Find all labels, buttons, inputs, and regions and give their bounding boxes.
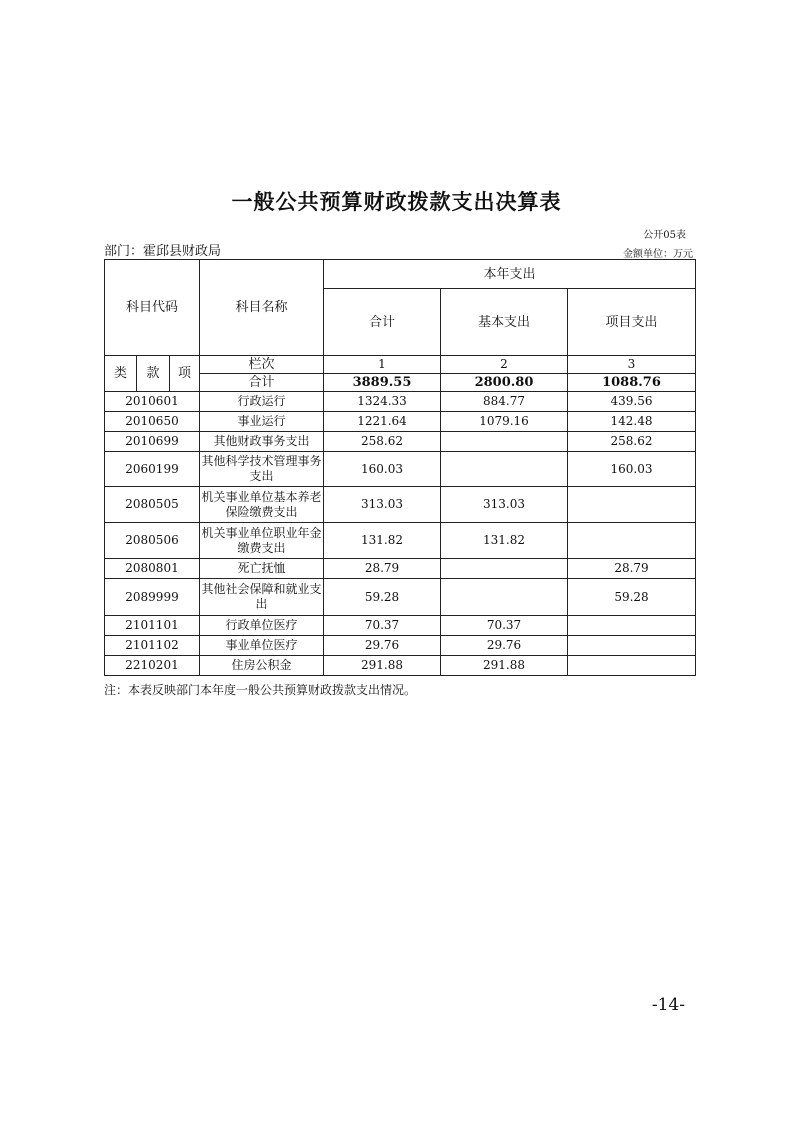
expenditure-table (104, 259, 696, 676)
row-name: 其他科学技术管理事务支出 (200, 452, 324, 487)
row-basic: 313.03 (441, 487, 568, 523)
row-basic: 291.88 (441, 656, 568, 676)
row-project (568, 523, 696, 559)
row-name: 机关事业单位基本养老保险缴费支出 (200, 487, 324, 523)
row-basic: 1079.16 (441, 412, 568, 432)
row-basic: 131.82 (441, 523, 568, 559)
row-code: 2080505 (105, 487, 200, 523)
table-row (105, 392, 696, 412)
header-total: 合计 (324, 289, 441, 356)
row-total: 28.79 (324, 559, 441, 579)
row-total: 59.28 (324, 579, 441, 616)
row-project (568, 636, 696, 656)
row-total: 29.76 (324, 636, 441, 656)
table-row (105, 452, 696, 487)
table-row (105, 616, 696, 636)
row-project: 439.56 (568, 392, 696, 412)
row-name: 事业运行 (200, 412, 324, 432)
row-basic: 70.37 (441, 616, 568, 636)
department-label: 部门：霍邱县财政局 (104, 244, 222, 259)
row-total: 291.88 (324, 656, 441, 676)
table-row (105, 432, 696, 452)
row-project (568, 487, 696, 523)
row-project: 160.03 (568, 452, 696, 487)
totals-total: 3889.55 (324, 374, 441, 392)
table-row (105, 559, 696, 579)
row-basic (441, 559, 568, 579)
row-basic: 884.77 (441, 392, 568, 412)
header-basic: 基本支出 (441, 289, 568, 356)
row-code: 2060199 (105, 452, 200, 487)
row-project (568, 616, 696, 636)
column-number-2: 2 (441, 356, 568, 374)
row-project: 142.48 (568, 412, 696, 432)
row-code: 2010699 (105, 432, 200, 452)
column-number-label: 栏次 (200, 356, 324, 374)
unit-label: 金额单位：万元 (623, 249, 693, 260)
header-lei: 类 (105, 356, 137, 392)
row-project (568, 656, 696, 676)
row-project: 28.79 (568, 559, 696, 579)
table-row (105, 656, 696, 676)
row-project: 258.62 (568, 432, 696, 452)
row-basic (441, 432, 568, 452)
row-name: 死亡抚恤 (200, 559, 324, 579)
row-basic (441, 452, 568, 487)
row-name: 其他财政事务支出 (200, 432, 324, 452)
header-subject-code: 科目代码 (105, 260, 200, 356)
table-row (105, 579, 696, 616)
header-kuan: 款 (137, 356, 170, 392)
table-row (105, 487, 696, 523)
totals-project: 1088.76 (568, 374, 696, 392)
row-total: 1221.64 (324, 412, 441, 432)
header-xiang: 项 (170, 356, 200, 392)
totals-basic: 2800.80 (441, 374, 568, 392)
header-current-year: 本年支出 (324, 260, 696, 289)
row-code: 2101101 (105, 616, 200, 636)
table-note: 注：本表反映部门本年度一般公共预算财政拨款支出情况。 (104, 683, 417, 697)
column-number-1: 1 (324, 356, 441, 374)
column-number-3: 3 (568, 356, 696, 374)
totals-label: 合计 (200, 374, 324, 392)
row-name: 住房公积金 (200, 656, 324, 676)
row-code: 2080801 (105, 559, 200, 579)
row-name: 行政运行 (200, 392, 324, 412)
form-number: 公开05表 (643, 230, 686, 241)
row-name: 事业单位医疗 (200, 636, 324, 656)
row-name: 其他社会保障和就业支出 (200, 579, 324, 616)
header-project: 项目支出 (568, 289, 696, 356)
row-code: 2101102 (105, 636, 200, 656)
row-total: 258.62 (324, 432, 441, 452)
row-code: 2010601 (105, 392, 200, 412)
table-row (105, 412, 696, 432)
row-code: 2080506 (105, 523, 200, 559)
row-name: 机关事业单位职业年金缴费支出 (200, 523, 324, 559)
row-total: 70.37 (324, 616, 441, 636)
page-number: -14- (651, 995, 685, 1015)
row-total: 160.03 (324, 452, 441, 487)
header-subject-name: 科目名称 (200, 260, 324, 356)
table-row (105, 523, 696, 559)
row-code: 2010650 (105, 412, 200, 432)
row-basic: 29.76 (441, 636, 568, 656)
row-name: 行政单位医疗 (200, 616, 324, 636)
row-total: 1324.33 (324, 392, 441, 412)
row-project: 59.28 (568, 579, 696, 616)
page-title: 一般公共预算财政拨款支出决算表 (231, 190, 562, 214)
row-total: 131.82 (324, 523, 441, 559)
row-basic (441, 579, 568, 616)
row-code: 2210201 (105, 656, 200, 676)
row-code: 2089999 (105, 579, 200, 616)
table-row (105, 636, 696, 656)
row-total: 313.03 (324, 487, 441, 523)
